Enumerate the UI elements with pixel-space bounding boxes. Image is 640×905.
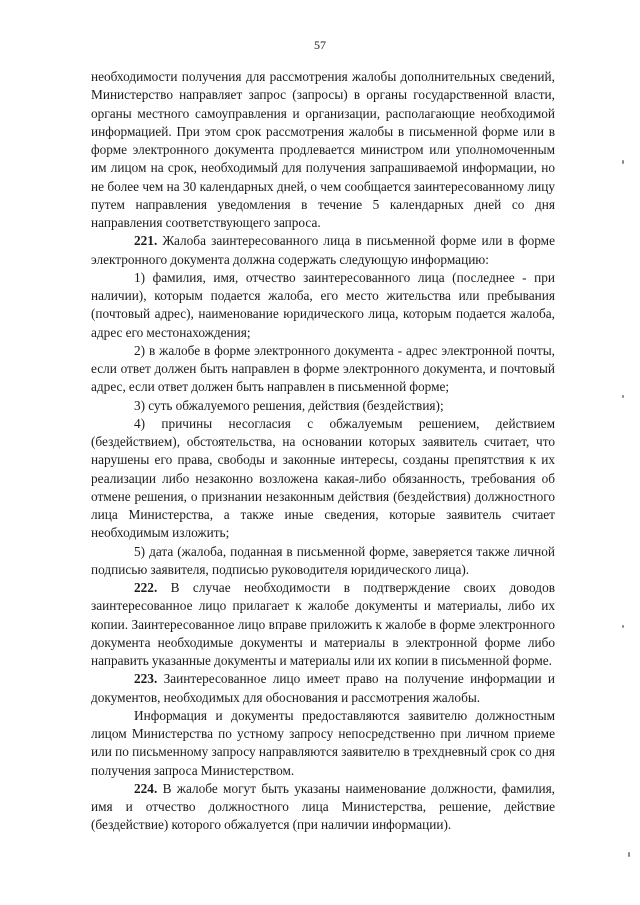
- paragraph-223-continued: [91, 707, 555, 780]
- document-body: [91, 68, 555, 835]
- paragraph-222: [91, 579, 555, 670]
- paragraph-number: 222.: [134, 580, 158, 595]
- list-item-1: [91, 269, 555, 342]
- paragraph-number: 223.: [134, 671, 158, 687]
- paragraph-number: 221.: [134, 233, 158, 249]
- paragraph-text: В жалобе могут быть указаны наименование должности, фамилия, имя и отчество должностного лица Министерства, решение, действие (бездействие) которого обжалуется (при наличии информации).: [91, 780, 556, 833]
- paragraph-text: В случае необходимости в подтверждение своих доводов заинтересованное лицо прилагает к жалобе документы и материалы, либо их копии. Заинтересованное лицо вправе приложить к жалобе в форме электронного документа необходимые документы и материалы в электронной форме либо направить указанные документы и материалы или их копии в письменной форме.: [91, 580, 556, 668]
- paragraph-224: [91, 780, 555, 835]
- list-item-text: 1) фамилия, имя, отчество заинтересованного лица (последнее - при наличии), которым подается жалоба, его место жительства или пребывания (почтовый адрес), наименование юридического лица, которым подается жалоба, адрес его местонахождения;: [91, 269, 555, 340]
- scan-speck: [622, 395, 624, 398]
- page-number: 57: [314, 38, 326, 52]
- paragraph-223: [91, 670, 555, 707]
- paragraph-text: Информация и документы предоставляются заявителю должностным лицом Министерства по устному запросу непосредственно при личном приеме или по письменному запросу направляются заявителю в трехдневный срок со дня получения запроса Министерством.: [91, 707, 555, 778]
- paragraph-text: Заинтересованное лицо имеет право на получение информации и документов, необходимых для обоснования и рассмотрения жалобы.: [91, 671, 556, 705]
- list-item-5: [91, 543, 555, 580]
- list-item-text: 2) в жалобе в форме электронного документа - адрес электронной почты, если ответ должен быть направлен в форме электронного документа, и почтовый адрес, если ответ должен быть направлен в письменной форме;: [91, 342, 555, 395]
- list-item-text: 5) дата (жалоба, поданная в письменной форме, заверяется также личной подписью заявителя, подписью руководителя юридического лица).: [91, 543, 555, 577]
- paragraph-number: 224.: [134, 780, 158, 796]
- list-item-2: [91, 342, 555, 397]
- paragraph-text: необходимости получения для рассмотрения жалобы дополнительных сведений, Министерство направляет запрос (запросы) в органы государственной власти, органы местного самоуправления и организации, располагающие необходимой информацией. При этом срок рассмотрения жалобы в письменной форме или в форме электронного документа продлевается министром или уполномоченным им лицом на срок, необходимый для получения запрашиваемой информации, но не более чем на 30 календарных дней, о чем сообщается заинтересованному лицу путем направления уведомления в течение 5 календарных дней со дня направления соответствующего запроса.: [91, 69, 555, 230]
- scan-speck: [622, 625, 624, 628]
- scan-speck: [628, 852, 630, 857]
- paragraph-continuation: [91, 68, 555, 232]
- paragraph-text: Жалоба заинтересованного лица в письменной форме или в форме электронного документа должна содержать следующую информацию:: [91, 233, 555, 267]
- list-item-4: [91, 415, 555, 543]
- paragraph-221: [91, 232, 555, 269]
- list-item-text: 3) суть обжалуемого решения, действия (бездействия);: [134, 397, 444, 413]
- list-item-text: 4) причины несогласия с обжалуемым решением, действием (бездействием), обстоятельства, на основании которых заявитель считает, что нарушены его права, свободы и законные интересы, созданы препятствия к их реализации либо незаконно возложена какая-либо обязанность, требования об отмене решения, о признании незаконным действия (бездействия) должностного лица Министерства, а также иные сведения, которые заявитель считает необходимым изложить;: [91, 415, 555, 541]
- scan-speck: [622, 160, 624, 164]
- list-item-3: [91, 397, 555, 415]
